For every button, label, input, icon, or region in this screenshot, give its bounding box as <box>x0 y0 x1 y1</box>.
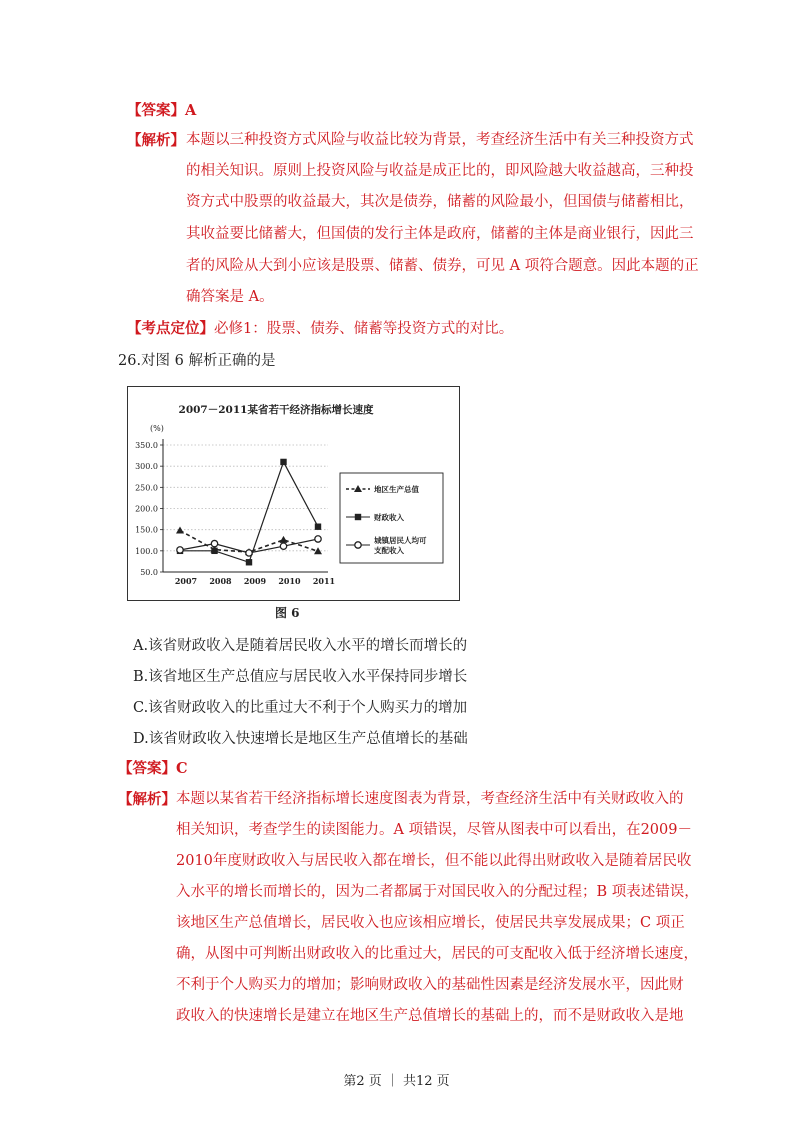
q26-analysis-line: 入水平的增长而增长的，因为二者都属于对国民收入的分配过程；B 项表述错误， <box>176 884 699 900</box>
q25-answer-line <box>127 102 196 119</box>
q25-analysis-line: 其收益要比储蓄大，但国债的发行主体是政府，储蓄的主体是商业银行，因此三 <box>186 226 694 242</box>
data-point-circle <box>211 540 217 546</box>
q26-analysis-line: 2010年度财政收入与居民收入都在增长，但不能以此得出财政收入是随着居民收 <box>176 853 692 869</box>
y-tick-label: 50.0 <box>140 568 158 577</box>
data-point-circle <box>246 550 252 556</box>
chart-ylabel: (%) <box>150 424 164 433</box>
q25-analysis-line: 本题以三种投资方式风险与收益比较为背景，考查经济生活中有关三种投资方式 <box>186 132 694 148</box>
chart-figure <box>127 386 460 601</box>
x-tick-label: 2010 <box>278 576 301 586</box>
q26-analysis-tag: 【解析】 <box>118 791 176 808</box>
q25-analysis-line: 的相关知识。原则上投资风险与收益是成正比的，即风险越大收益越高，三种投 <box>186 163 694 179</box>
data-point-circle <box>355 542 361 548</box>
x-tick-label: 2007 <box>174 576 198 586</box>
data-point-square <box>246 559 252 565</box>
series-line-1 <box>180 462 318 562</box>
q26-analysis-line: 本题以某省若干经济指标增长速度图表为背景，考查经济生活中有关财政收入的 <box>176 791 684 807</box>
legend-label: 地区生产总值 <box>374 485 419 494</box>
q25-analysis-line: 者的风险从大到小应该是股票、储蓄、债券，可见 A 项符合题意。因此本题的正 <box>186 258 699 274</box>
data-point-square <box>211 548 217 554</box>
q25-analysis-line: 资方式中股票的收益最大，其次是债券，储蓄的风险最小，但国债与储蓄相比， <box>186 194 694 210</box>
q25-kaodian-tag: 【考点定位】 <box>127 320 214 337</box>
q25-answer-tag: 【答案】 <box>127 102 185 119</box>
option-c: C.该省财政收入的比重过大不利于个人购买力的增加 <box>133 700 468 716</box>
x-tick-label: 2009 <box>243 576 267 586</box>
y-tick-label: 150.0 <box>135 525 158 535</box>
option-b: B.该省地区生产总值应与居民收入水平保持同步增长 <box>133 669 468 685</box>
data-point-circle <box>177 547 183 553</box>
data-point-square <box>315 524 321 530</box>
q25-answer-value: A <box>185 102 197 119</box>
x-tick-label: 2008 <box>209 576 232 586</box>
q26-analysis-line: 相关知识，考查学生的读图能力。A 项错误，尽管从图表中可以看出，在2009－ <box>176 822 692 838</box>
q26-stem: 26.对图 6 解析正确的是 <box>118 353 276 369</box>
legend-label: 财政收入 <box>374 513 404 522</box>
option-d: D.该省财政收入快速增长是地区生产总值增长的基础 <box>133 731 468 747</box>
line-chart <box>128 387 459 600</box>
data-point-triangle <box>280 536 288 543</box>
y-tick-label: 100.0 <box>135 546 158 556</box>
data-point-circle <box>315 536 321 542</box>
q26-analysis-line: 确，从图中可判断出财政收入的比重过大，居民的可支配收入低于经济增长速度， <box>176 946 698 962</box>
y-tick-label: 200.0 <box>135 504 158 514</box>
figure-label: 图 6 <box>275 606 300 620</box>
q25-analysis-line: 确答案是 A。 <box>186 289 274 305</box>
data-point-square <box>280 459 286 465</box>
x-tick-label: 2011 <box>312 576 336 586</box>
q25-kaodian <box>127 320 513 338</box>
q25-kaodian-text: 必修1：股票、债券、储蓄等投资方式的对比。 <box>214 321 514 337</box>
q26-answer-tag: 【答案】 <box>118 760 176 777</box>
q26-analysis-line: 政收入的快速增长是建立在地区生产总值增长的基础上的，而不是财政收入是地 <box>176 1008 684 1024</box>
y-tick-label: 300.0 <box>135 462 158 472</box>
q25-analysis-tag: 【解析】 <box>127 132 185 149</box>
q26-analysis-line: 该地区生产总值增长，居民收入也应该相应增长，使居民共享发展成果；C 项正 <box>176 915 685 931</box>
legend-label: 支配收入 <box>374 546 404 555</box>
data-point-circle <box>280 543 286 549</box>
data-point-square <box>355 514 361 520</box>
option-a: A.该省财政收入是随着居民收入水平的增长而增长的 <box>133 638 468 654</box>
legend-label: 城镇居民人均可 <box>374 536 427 545</box>
page-footer: 第2 页 ｜ 共12 页 <box>343 1074 450 1089</box>
chart-title: 2007－2011某省若干经济指标增长速度 <box>178 404 374 416</box>
q26-answer-line <box>118 760 188 777</box>
y-tick-label: 350.0 <box>135 441 158 450</box>
q26-analysis-line: 不利于个人购买力的增加；影响财政收入的基础性因素是经济发展水平，因此财 <box>176 977 684 993</box>
y-tick-label: 250.0 <box>135 483 158 493</box>
q26-answer-value: C <box>176 760 188 777</box>
